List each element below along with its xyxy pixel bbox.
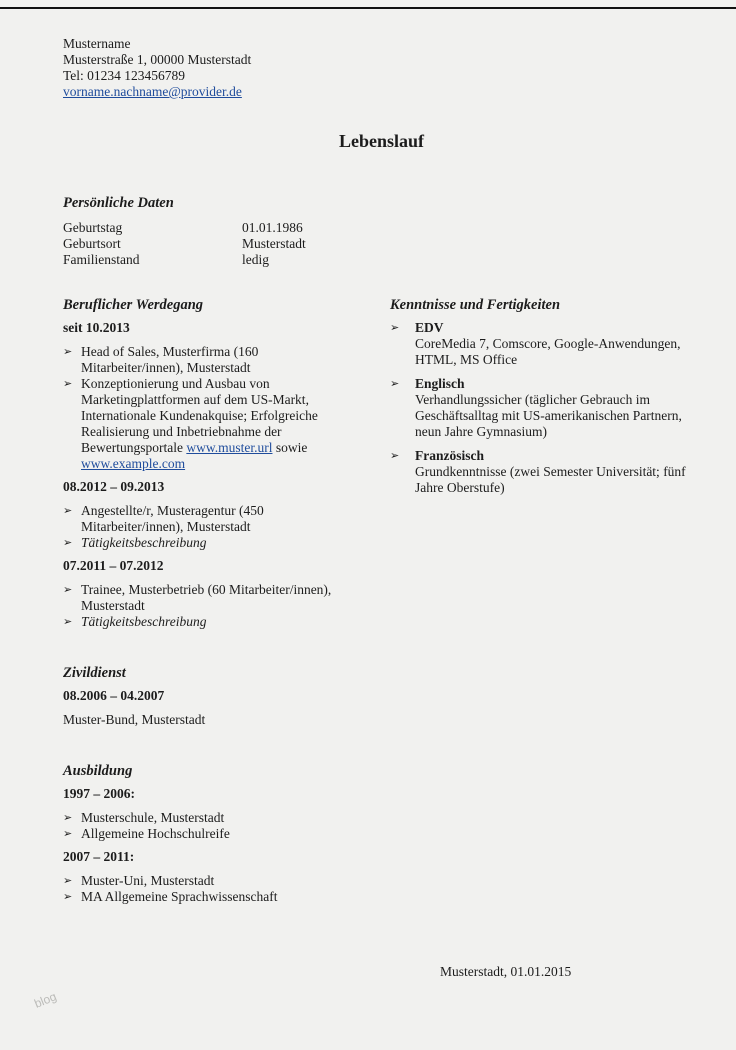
- bullet-arrow-icon: ➢: [63, 345, 73, 358]
- bullet-arrow-icon: ➢: [390, 449, 400, 462]
- list-item: [63, 376, 363, 472]
- list-item: [63, 503, 363, 535]
- skill-item: [390, 448, 702, 496]
- bullet-arrow-icon: ➢: [63, 874, 73, 887]
- career-entry: [63, 320, 363, 472]
- education-section: [63, 762, 363, 905]
- bullet-arrow-icon: ➢: [390, 377, 400, 390]
- list-item: [63, 889, 363, 905]
- list-item: [63, 826, 363, 842]
- row-value: Musterstadt: [242, 236, 306, 251]
- bullet-text-part: Konzeptionierung und Ausbau von Marketingplattformen auf dem US-Markt, Internationale Kundenakquise; Erfolgreiche Realisierung und Inbetriebnahme der Bewertungsportale: [81, 376, 318, 455]
- career-entry: [63, 558, 363, 630]
- skill-item: [390, 376, 702, 440]
- career-period: 07.2011 – 07.2012: [63, 558, 164, 573]
- skill-label: Englisch: [415, 376, 465, 391]
- skill-label: Französisch: [415, 448, 484, 463]
- table-row: [63, 220, 700, 236]
- skills-list: [390, 320, 702, 496]
- civil-service-period: 08.2006 – 04.2007: [63, 688, 165, 703]
- signature-place-date: Musterstadt, 01.01.2015: [440, 964, 572, 979]
- contact-name: Mustername: [63, 36, 131, 51]
- list-item: [63, 582, 363, 614]
- list-item: [390, 448, 702, 464]
- list-item: [63, 614, 363, 630]
- skill-detail: Grundkenntnisse (zwei Semester Universität; fünf Jahre Oberstufe): [415, 464, 686, 495]
- list-item-text: [81, 376, 363, 472]
- two-column-body: [63, 296, 700, 912]
- bullet-arrow-icon: ➢: [63, 377, 73, 390]
- skills-heading: Kenntnisse und Fertigkeiten: [390, 297, 561, 313]
- table-row: [63, 236, 700, 252]
- list-item-text: Allgemeine Hochschulreife: [81, 826, 230, 841]
- table-row: [63, 252, 700, 268]
- contact-email-link[interactable]: vorname.nachname@provider.de: [63, 84, 242, 99]
- skill-item: [390, 320, 702, 368]
- bullet-arrow-icon: ➢: [63, 615, 73, 628]
- list-item: [390, 320, 702, 336]
- career-period: 08.2012 – 09.2013: [63, 479, 165, 494]
- list-item-text: Head of Sales, Musterfirma (160 Mitarbeiter/innen), Musterstadt: [81, 344, 259, 375]
- list-item: [63, 535, 363, 551]
- list-item-text: Tätigkeitsbeschreibung: [81, 535, 207, 550]
- row-label: Geburtsort: [63, 236, 121, 251]
- list-item-text: Trainee, Musterbetrieb (60 Mitarbeiter/innen), Musterstadt: [81, 582, 332, 613]
- blog-watermark: blog: [32, 989, 59, 1011]
- career-section: [63, 296, 363, 630]
- education-heading: Ausbildung: [63, 763, 133, 779]
- bullet-arrow-icon: ➢: [63, 811, 73, 824]
- education-period: 1997 – 2006:: [63, 786, 135, 801]
- contact-phone: Tel: 01234 123456789: [63, 68, 186, 83]
- contact-header: [63, 36, 700, 100]
- row-value: 01.01.1986: [242, 220, 303, 235]
- right-column: [390, 296, 702, 504]
- row-label: Familienstand: [63, 252, 140, 267]
- document-title: Lebenslauf: [338, 131, 425, 151]
- skill-label: EDV: [415, 320, 444, 335]
- bullet-arrow-icon: ➢: [390, 321, 400, 334]
- personal-data-heading: Persönliche Daten: [63, 195, 174, 211]
- list-item-text: MA Allgemeine Sprachwissenschaft: [81, 889, 278, 904]
- education-entry: [63, 786, 363, 842]
- bullet-arrow-icon: ➢: [63, 504, 73, 517]
- list-item-text: Musterschule, Musterstadt: [81, 810, 225, 825]
- list-item: [390, 376, 702, 392]
- example-url-link[interactable]: www.example.com: [81, 456, 186, 471]
- skills-section: [390, 296, 702, 496]
- bullet-arrow-icon: ➢: [63, 583, 73, 596]
- career-entry: [63, 479, 363, 551]
- bullet-arrow-icon: ➢: [63, 890, 73, 903]
- personal-data-rows: [63, 220, 700, 268]
- bullet-text-part: sowie: [272, 440, 308, 455]
- row-value: ledig: [242, 252, 269, 267]
- civil-service-heading: Zivildienst: [63, 665, 126, 681]
- list-item-text: Angestellte/r, Musteragentur (450 Mitarbeiter/innen), Musterstadt: [81, 503, 264, 534]
- top-divider: [0, 7, 736, 9]
- list-item: [63, 873, 363, 889]
- list-item-text: Tätigkeitsbeschreibung: [81, 614, 207, 629]
- row-label: Geburtstag: [63, 220, 123, 235]
- education-entry: [63, 849, 363, 905]
- bullet-arrow-icon: ➢: [63, 536, 73, 549]
- list-item-text: Muster-Uni, Musterstadt: [81, 873, 215, 888]
- personal-data-section: [63, 194, 700, 268]
- skill-detail: Verhandlungssicher (täglicher Gebrauch im Geschäftsalltag mit US-amerikanischen Partnern, neun Jahre Gymnasium): [415, 392, 682, 439]
- skill-detail: CoreMedia 7, Comscore, Google-Anwendungen, HTML, MS Office: [415, 336, 681, 367]
- list-item: [63, 810, 363, 826]
- education-period: 2007 – 2011:: [63, 849, 135, 864]
- muster-url-link[interactable]: www.muster.url: [186, 440, 273, 455]
- career-period: seit 10.2013: [63, 320, 130, 335]
- bullet-arrow-icon: ➢: [63, 827, 73, 840]
- civil-service-text: Muster-Bund, Musterstadt: [63, 712, 206, 727]
- contact-address: Musterstraße 1, 00000 Musterstadt: [63, 52, 252, 67]
- career-heading: Beruflicher Werdegang: [63, 297, 204, 313]
- civil-service-section: [63, 664, 363, 728]
- list-item: [63, 344, 363, 376]
- left-column: [63, 296, 363, 912]
